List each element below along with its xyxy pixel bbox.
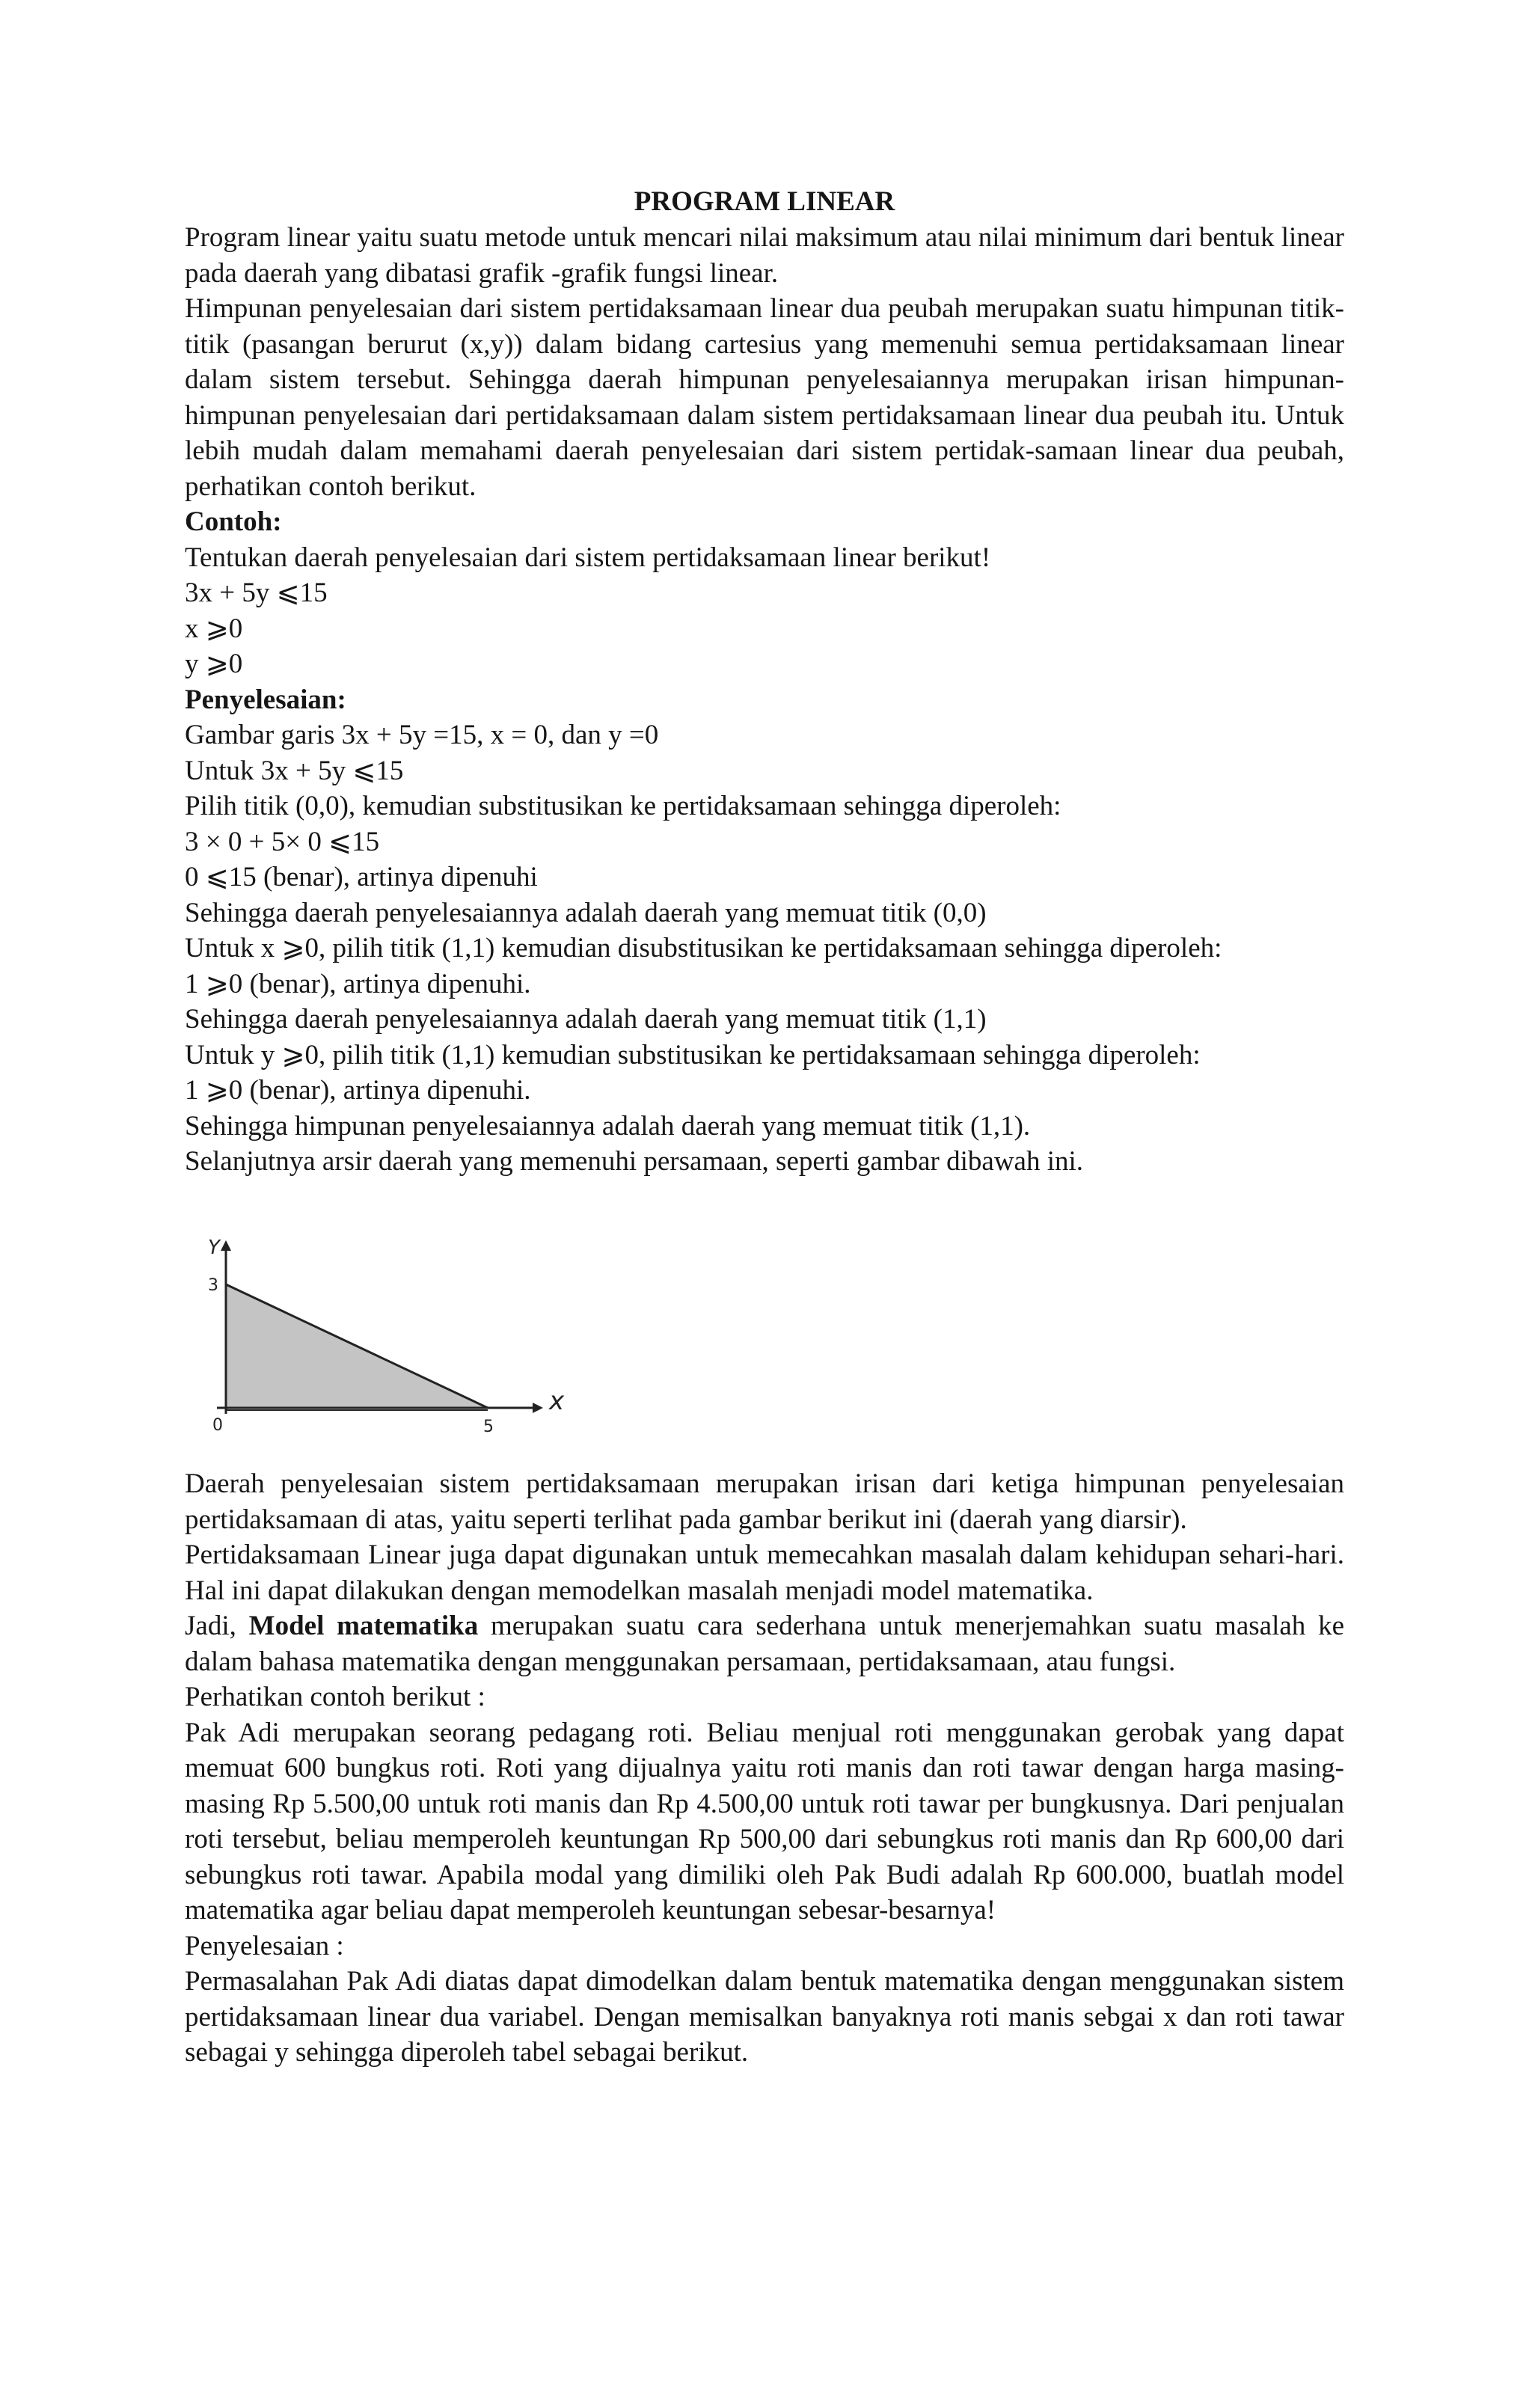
word-problem: Pak Adi merupakan seorang pedagang roti. Beliau menjual roti menggunakan gerobak yang dapat memuat 600 bungkus roti. Roti yang dijualnya yaitu roti manis dan roti tawar dengan harga masing-masing Rp 5.500,00 untuk roti manis dan Rp 4.500,00 untuk roti tawar per bungkusnya. Dari penjualan roti tersebut, beliau memperoleh keuntungan Rp 500,00 dari sebungkus roti manis dan Rp 600,00 dari sebungkus roti tawar. Apabila modal yang dimiliki oleh Pak Budi adalah Rp 600.000, buatlah model matematika agar beliau dapat memperoleh keuntungan sebesar-besarnya! <box>185 1717 1344 1926</box>
figure-explanation: Daerah penyelesaian sistem pertidaksamaan merupakan irisan dari ketiga himpunan penyelesaian pertidaksamaan di atas, yaitu seperti terlihat pada gambar berikut ini (daerah yang diarsir). <box>185 1468 1344 1535</box>
solution-line: Untuk x ⩾0, pilih titik (1,1) kemudian disubstitusikan ke pertidaksamaan sehingga diperoleh: <box>185 933 1222 963</box>
y-axis-arrow-icon <box>221 1240 231 1251</box>
solution-line: Pilih titik (0,0), kemudian substitusikan ke pertidaksamaan sehingga diperoleh: <box>185 791 1061 821</box>
model-definition-rest: merupakan suatu cara sederhana untuk menerjemahkan suatu masalah ke dalam bahasa matematika dengan menggunakan persamaan, pertidaksamaan, atau fungsi. <box>185 1611 1344 1677</box>
text-section-top <box>185 220 1344 1180</box>
example-intro: Perhatikan contoh berikut : <box>185 1682 485 1712</box>
solution-label: Penyelesaian : <box>185 1930 344 1961</box>
constraint-line: y ⩾0 <box>185 649 243 679</box>
application-paragraph: Pertidaksamaan Linear juga dapat digunakan untuk memecahkan masalah dalam kehidupan sehari-hari. Hal ini dapat dilakukan dengan memodelkan masalah menjadi model matematika. <box>185 1540 1344 1606</box>
solution-line: Untuk y ⩾0, pilih titik (1,1) kemudian substitusikan ke pertidaksamaan sehingga diperoleh: <box>185 1039 1201 1070</box>
solution-line: Sehingga himpunan penyelesaiannya adalah daerah yang memuat titik (1,1). <box>185 1110 1031 1142</box>
model-definition <box>185 1608 1344 1679</box>
document-title: PROGRAM LINEAR <box>634 186 895 217</box>
solution-region-graph <box>196 1197 570 1444</box>
solution-line: 0 ⩽15 (benar), artinya dipenuhi <box>185 862 538 892</box>
constraint-line: 3x + 5y ⩽15 <box>185 578 328 608</box>
solution-line: 3 × 0 + 5× 0 ⩽15 <box>185 826 380 857</box>
solution-region-figure <box>196 1197 570 1444</box>
intro-paragraph-2: Himpunan penyelesaian dari sistem pertidaksamaan linear dua peubah merupakan suatu himpunan titik-titik (pasangan berurut (x,y)) dalam bidang cartesius yang memenuhi semua pertidaksamaan linear dalam sistem tersebut. Sehingga daerah himpunan penyelesaiannya merupakan irisan himpunan-himpunan penyelesaian dari pertidaksamaan dalam sistem pertidaksamaan linear dua peubah itu. Untuk lebih mudah dalam memahami daerah penyelesaian dari sistem pertidak-samaan linear dua peubah, perhatikan contoh berikut. <box>185 293 1344 502</box>
modeling-paragraph: Permasalahan Pak Adi diatas dapat dimodelkan dalam bentuk matematika dengan menggunakan sistem pertidaksamaan linear dua variabel. Dengan memisalkan banyaknya roti manis sebgai x dan roti tawar sebagai y sehingga diperoleh tabel sebagai berikut. <box>185 1966 1344 2068</box>
text-section-bottom <box>185 1466 1344 2071</box>
example-heading: Contoh: <box>185 506 282 537</box>
solution-line: Sehingga daerah penyelesaiannya adalah daerah yang memuat titik (1,1) <box>185 1004 987 1035</box>
origin-label: 0 <box>212 1416 223 1435</box>
solution-line: 1 ⩾0 (benar), artinya dipenuhi. <box>185 1075 531 1106</box>
y-axis-label: Y <box>208 1237 220 1259</box>
x-axis-label: x <box>549 1386 565 1416</box>
x-intercept-label: 5 <box>483 1418 494 1436</box>
model-definition-prefix: Jadi, <box>185 1611 249 1641</box>
x-axis-arrow-icon <box>533 1403 543 1413</box>
solution-heading: Penyelesaian: <box>185 684 346 715</box>
constraint-line: x ⩾0 <box>185 613 243 644</box>
solution-line: Untuk 3x + 5y ⩽15 <box>185 755 404 786</box>
model-term: Model matematika <box>248 1611 479 1641</box>
solution-line: 1 ⩾0 (benar), artinya dipenuhi. <box>185 968 531 999</box>
solution-line: Selanjutnya arsir daerah yang memenuhi persamaan, seperti gambar dibawah ini. <box>185 1146 1084 1177</box>
solution-line: Sehingga daerah penyelesaiannya adalah daerah yang memuat titik (0,0) <box>185 897 987 928</box>
example-task: Tentukan daerah penyelesaian dari sistem pertidaksamaan linear berikut! <box>185 542 991 573</box>
solution-line: Gambar garis 3x + 5y =15, x = 0, dan y =0 <box>185 720 659 750</box>
y-intercept-label: 3 <box>208 1276 218 1295</box>
intro-paragraph-1: Program linear yaitu suatu metode untuk mencari nilai maksimum atau nilai minimum dari bentuk linear pada daerah yang dibatasi grafik -grafik fungsi linear. <box>185 222 1344 289</box>
